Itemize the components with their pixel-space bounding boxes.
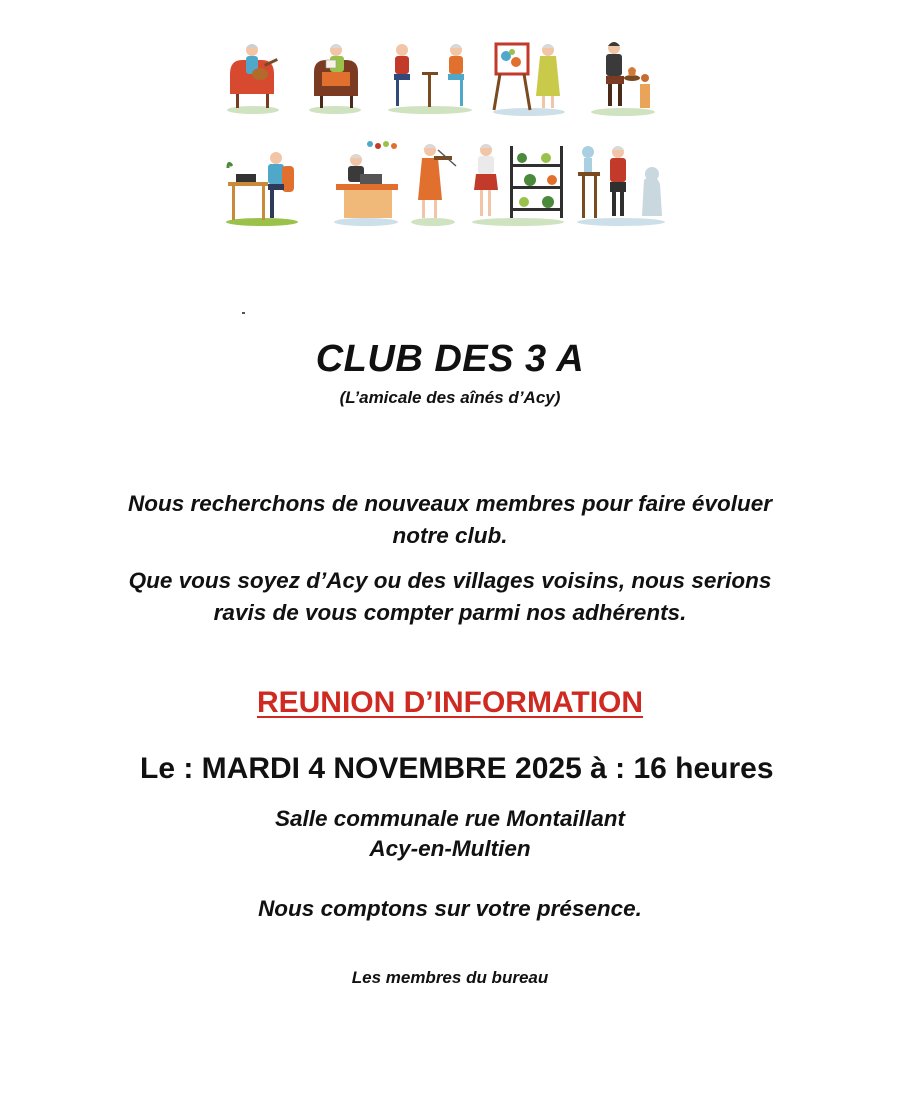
signature: Les membres du bureau xyxy=(351,968,549,987)
page-subtitle: (L’amicale des aînés d’Acy) xyxy=(339,388,561,407)
guitar-player-icon xyxy=(222,38,284,114)
intro-paragraph-1 xyxy=(0,488,900,552)
intro-paragraph-1-line-1: Nous recherchons de nouveaux membres pour faire évoluer xyxy=(128,491,772,516)
scan-speck xyxy=(242,312,245,314)
painter-icon xyxy=(488,36,570,116)
activities-illustration xyxy=(0,0,900,240)
reading-woman-icon xyxy=(304,38,366,114)
intro-paragraph-2-line-1: Que vous soyez d’Acy ou des villages voisins, nous serions xyxy=(128,568,772,593)
gardener-icon xyxy=(468,140,568,226)
potter-icon xyxy=(588,38,658,116)
sewing-woman-icon xyxy=(330,140,402,226)
meeting-venue xyxy=(0,804,900,864)
meeting-date: Le : MARDI 4 NOVEMBRE 2025 à : 16 heures xyxy=(140,752,774,785)
meeting-heading: REUNION D’INFORMATION xyxy=(256,686,644,719)
intro-paragraph-2-line-2: ravis de vous compter parmi nos adhérents. xyxy=(213,600,687,625)
intro-paragraph-1-line-2: notre club. xyxy=(392,523,508,548)
typing-man-icon xyxy=(222,146,302,226)
intro-paragraph-2 xyxy=(0,565,900,629)
venue-address: Salle communale rue Montaillant xyxy=(274,806,626,831)
closing-line: Nous comptons sur votre présence. xyxy=(258,896,642,921)
page-title: CLUB DES 3 A xyxy=(315,338,585,380)
violinist-icon xyxy=(408,140,458,226)
venue-town: Acy-en-Multien xyxy=(369,836,531,861)
sculptor-icon xyxy=(574,140,668,226)
chess-players-icon xyxy=(384,38,476,114)
